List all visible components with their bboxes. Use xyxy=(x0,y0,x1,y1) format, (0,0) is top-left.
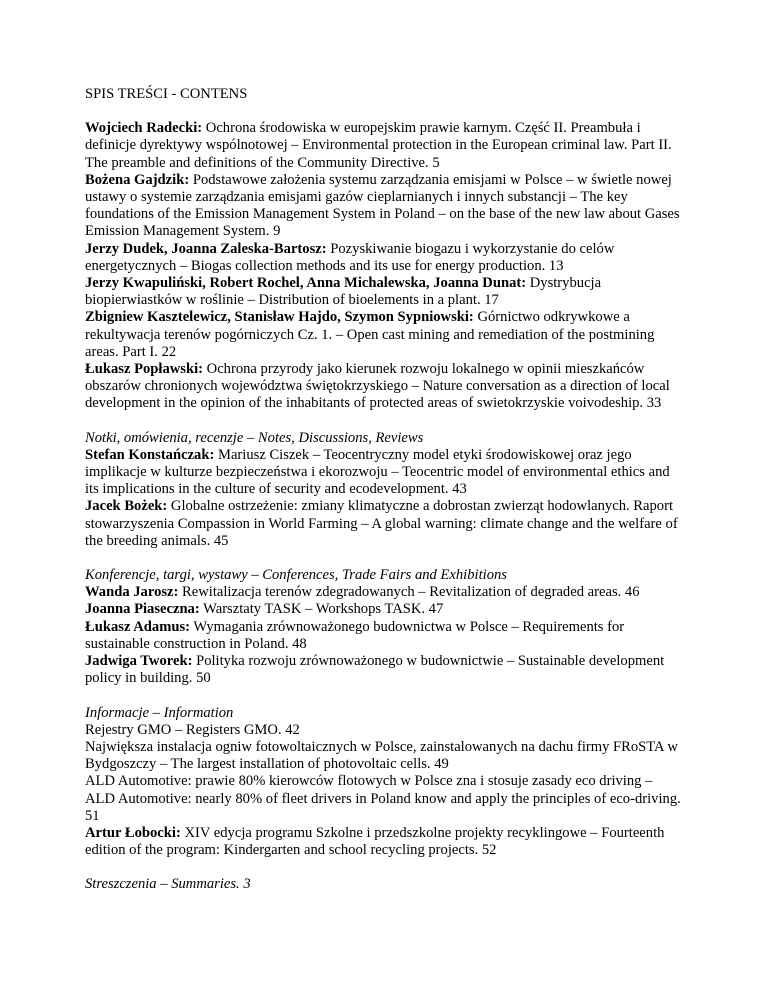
entry-text: Dystrybucja biopierwiastków w roślinie – Distribution of bioelements in a plant. 17 xyxy=(85,275,602,309)
toc-entry xyxy=(85,275,685,309)
entry-authors: Jadwiga Tworek: xyxy=(85,653,193,670)
entry-authors: Jerzy Dudek, Joanna Zaleska-Bartosz: xyxy=(85,240,327,257)
entry-text: Wymagania zrównoważonego budownictwa w Polsce – Requirements for sustainable construction in Poland. 48 xyxy=(85,618,625,652)
toc-entry xyxy=(85,653,685,687)
toc-entry xyxy=(85,309,685,361)
entry-text: Mariusz Ciszek – Teocentryczny model etyki środowiskowej oraz jego implikacje w kulturze bezpieczeństwa i ekorozwoju – Teocentric model of environmental ethics and its implications in the culture of security and ecodevelopment. 43 xyxy=(85,446,670,498)
entry-text: Największa instalacja ogniw fotowoltaicznych w Polsce, zainstalowanych na dachu firmy FRoSTA w Bydgoszczy – The largest installation of photovoltaic cells. 49 xyxy=(85,738,678,773)
entry-text: Warsztaty TASK – Workshops TASK. 47 xyxy=(199,601,444,618)
entry-text: Podstawowe założenia systemu zarządzania emisjami w Polsce – w świetle nowej ustawy o systemie zarządzania emisjami gazów cieplarnianych i innych substancji – The key foundations of the Emission Management System in Poland – on the base of the new law about Gases Emission Management System. 9 xyxy=(85,171,680,240)
conferences-section xyxy=(85,567,685,687)
notes-section xyxy=(85,430,685,550)
entry-authors: Łukasz Popławski: xyxy=(85,361,203,378)
section-title: Informacje – Information xyxy=(85,704,234,721)
entry-authors: Artur Łobocki: xyxy=(85,824,181,841)
table-of-contents xyxy=(85,86,685,908)
summaries-entry: Streszczenia – Summaries. 3 xyxy=(85,876,251,893)
toc-entry xyxy=(85,601,685,618)
toc-entry xyxy=(85,498,685,550)
toc-entry xyxy=(85,241,685,275)
main-articles xyxy=(85,120,685,412)
entry-text: Ochrona przyrody jako kierunek rozwoju lokalnego w opinii mieszkańców obszarów chronionych województwa świętokrzyskiego – Nature conversation as a direction of local development in the opinion of the inhabitants of protected areas of swietokrzyskie voivodeship. 33 xyxy=(85,361,670,412)
entry-authors: Stefan Konstańczak: xyxy=(85,446,215,463)
toc-entry xyxy=(85,172,685,241)
entry-text: Polityka rozwoju zrównoważonego w budownictwie – Sustainable development policy in building. 50 xyxy=(85,653,665,687)
entry-text: Górnictwo odkrywkowe a rekultywacja terenów pogórniczych Cz. 1. – Open cast mining and remediation of the postmining areas. Part I. 22 xyxy=(85,309,655,360)
entry-text: Pozyskiwanie biogazu i wykorzystanie do celów energetycznych – Biogas collection methods and its use for energy production. 13 xyxy=(85,240,615,274)
entry-text: XIV edycja programu Szkolne i przedszkolne projekty recyklingowe – Fourteenth edition of the program: Kindergarten and school recycling projects. 52 xyxy=(85,824,665,859)
entry-text: Globalne ostrzeżenie: zmiany klimatyczne a dobrostan zwierząt hodowlanych. Raport stowarzyszenia Compassion in World Farming – A global warning: climate change and the welfare of the breeding animals. 45 xyxy=(85,498,678,549)
information-section xyxy=(85,705,685,860)
entry-authors: Zbigniew Kasztelewicz, Stanisław Hajdo, Szymon Sypniowski: xyxy=(85,309,474,326)
entry-text: Rewitalizacja terenów zdegradowanych – Revitalization of degraded areas. 46 xyxy=(178,584,640,601)
entry-authors: Jacek Bożek: xyxy=(85,498,168,515)
entry-authors: Joanna Piaseczna: xyxy=(85,601,200,618)
toc-entry xyxy=(85,825,685,859)
toc-entry xyxy=(85,584,685,601)
toc-entry xyxy=(85,739,685,773)
toc-title: SPIS TREŚCI - CONTENS xyxy=(85,86,248,102)
toc-entry xyxy=(85,361,685,413)
toc-entry xyxy=(85,447,685,499)
entry-text: ALD Automotive: prawie 80% kierowców flotowych w Polsce zna i stosuje zasady eco driving – ALD Automotive: nearly 80% of fleet drivers in Poland know and apply the principles of eco-driving. 51 xyxy=(85,773,681,824)
entry-authors: Bożena Gajdzik: xyxy=(85,171,190,188)
entry-text: Rejestry GMO – Registers GMO. 42 xyxy=(85,721,300,738)
entry-authors: Łukasz Adamus: xyxy=(85,618,191,635)
toc-entry xyxy=(85,619,685,653)
section-title: Notki, omówienia, recenzje – Notes, Discussions, Reviews xyxy=(85,429,424,446)
entry-authors: Wojciech Radecki: xyxy=(85,120,203,137)
toc-entry xyxy=(85,722,685,739)
section-title: Konferencje, targi, wystawy – Conferences, Trade Fairs and Exhibitions xyxy=(85,567,507,584)
toc-entry xyxy=(85,773,685,825)
toc-entry xyxy=(85,120,685,172)
entry-text: Ochrona środowiska w europejskim prawie karnym. Część II. Preambuła i definicje dyrektywy wspólnotowej – Environmental protection in the European criminal law. Part II. The preamble and definitions of the Community Directive. 5 xyxy=(85,120,672,171)
entry-authors: Wanda Jarosz: xyxy=(85,584,179,601)
entry-authors: Jerzy Kwapuliński, Robert Rochel, Anna Michalewska, Joanna Dunat: xyxy=(85,275,527,292)
